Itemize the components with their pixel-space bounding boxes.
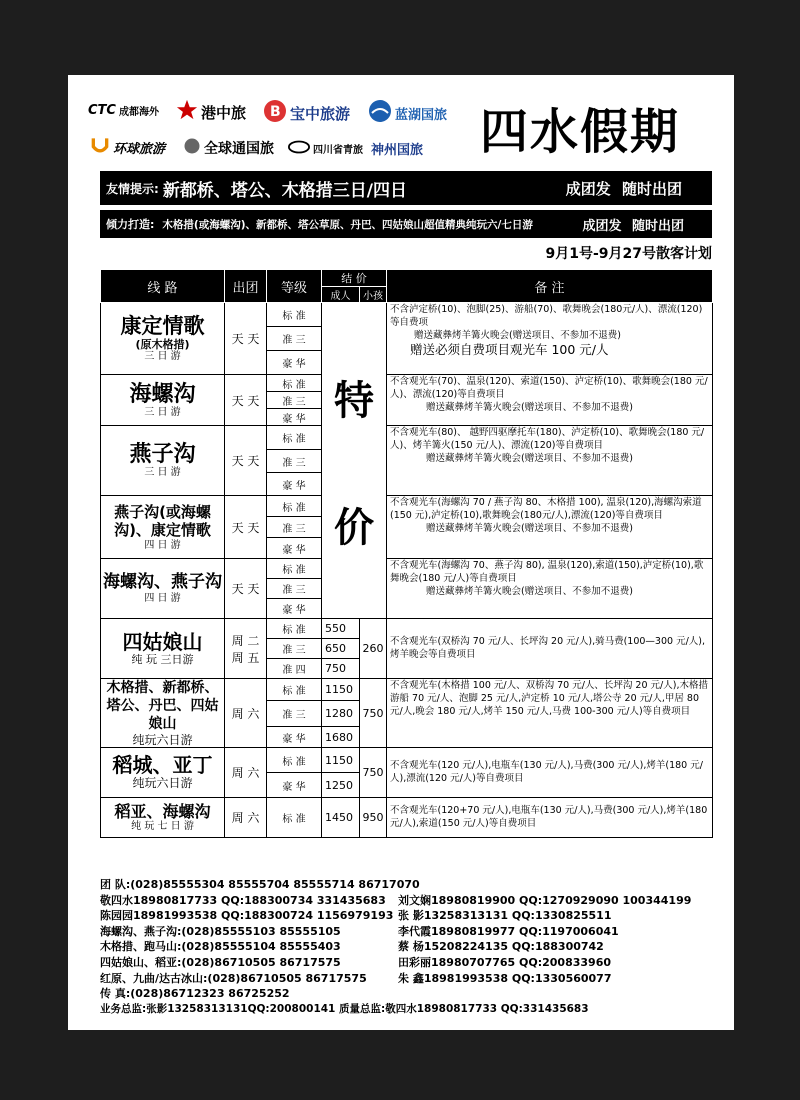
contact-right: 张 影13258313131 QQ:1330825511: [398, 909, 612, 923]
notes-cell: [387, 798, 713, 838]
depart-cell: 周 六: [225, 798, 267, 838]
level-cell: 标 准: [267, 303, 322, 327]
route-duration: 纯 玩 七 日 游: [131, 821, 194, 833]
note-highlight-line: 赠送必须自费项目观光车 100 元/人: [410, 342, 609, 358]
adult-price-cell: 1280: [322, 701, 360, 726]
level-cell: 准 三: [267, 327, 322, 351]
level-cell: 标 准: [267, 679, 322, 701]
route-cell: [101, 426, 225, 496]
level-cell: 豪 华: [267, 409, 322, 426]
notes-cell: [387, 619, 713, 679]
header-level: 等级: [267, 270, 322, 303]
special-char-te: 特: [334, 377, 374, 424]
child-price-cell: 260: [360, 619, 387, 679]
route-duration: 三 日 游: [144, 406, 181, 418]
tip-right-text: 成团发 随时出团: [565, 179, 682, 198]
note-line: 不含泸定桥(10)、泡脚(25)、游船(70)、歌舞晚会(180元/人)、漂流(120)等自费项: [390, 304, 703, 328]
route-name: 康定情歌: [120, 314, 205, 339]
note-line: 不含观光车(70)、温泉(120)、索道(150)、泸定桥(10)、歌舞晚会(180 元/人)、漂流(120)等自费项目: [390, 376, 708, 400]
logo-text-sichuan-qinglv: 四川省青旅: [313, 145, 363, 156]
table-row: [101, 798, 713, 838]
level-cell: 准 三: [267, 639, 322, 659]
logo-text-baozhong: 宝中旅游: [290, 104, 351, 123]
feature-banner: [100, 210, 712, 238]
child-price-cell: 950: [360, 798, 387, 838]
table-row: [101, 679, 713, 701]
contact-row: [100, 877, 720, 893]
page-title: 四水假期: [480, 104, 681, 160]
route-name: 稻亚、海螺沟: [114, 801, 211, 821]
ctc-swoosh-icon: CTC: [88, 103, 116, 118]
depart-cell: 周 六: [225, 679, 267, 748]
note-gift-line: 赠送藏彝烤羊篝火晚会(赠送项目、不参加不退费): [426, 585, 633, 597]
contact-left: 木格措、跑马山:(028)85555104 85555403: [100, 940, 341, 954]
header-notes: 备 注: [387, 270, 713, 303]
contact-row: [100, 924, 720, 940]
route-cell: [101, 748, 225, 798]
contact-row: [100, 939, 720, 955]
note-line: 不含观光车(120 元/人),电瓶车(130 元/人),马费(300 元/人),烤羊(180 元/人),漂流(120 元/人)等自费项目: [390, 760, 703, 784]
note-line: 不含观光车(双桥沟 70 元/人、长坪沟 20 元/人),骑马费(100—300 元/人),烤羊晚会等自费项目: [390, 635, 706, 660]
globe-icon: [183, 137, 201, 159]
notes-cell: [387, 426, 713, 496]
svg-text:B: B: [270, 104, 281, 120]
route-name: 燕子沟(或海螺沟)、康定情歌: [114, 502, 211, 540]
logo-text-huanqiu: 环球旅游: [113, 141, 166, 157]
header-child: 小孩: [360, 287, 387, 303]
header-route: 线 路: [101, 270, 225, 303]
contact-row: [100, 971, 720, 987]
level-cell: 准 三: [267, 579, 322, 599]
baozhong-b-icon: [263, 99, 287, 127]
route-cell: [101, 303, 225, 375]
contact-left: 敬四水18980817733 QQ:188300734 331435683: [100, 893, 386, 907]
table-row: [101, 559, 713, 579]
level-cell: 准 三: [267, 450, 322, 473]
level-cell: 标 准: [267, 426, 322, 450]
level-cell: 豪 华: [267, 599, 322, 619]
level-cell: 准 三: [267, 701, 322, 726]
route-name: 海螺沟、燕子沟: [103, 571, 222, 592]
route-duration: 纯 玩 三日游: [131, 652, 194, 666]
contact-row: [100, 893, 720, 909]
notes-cell: [387, 496, 713, 559]
cts-logo: [176, 99, 246, 125]
notes-cell: [387, 559, 713, 619]
note-gift-line: 赠送藏彝烤羊篝火晚会(赠送项目、不参加不退费): [426, 401, 633, 413]
depart-cell: 周 六: [225, 748, 267, 798]
contact-right: 朱 鑫18981993538 QQ:1330560077: [398, 971, 612, 985]
lanhu-circle-icon: [368, 99, 392, 127]
feature-right-text: 成团发 随时出团: [582, 218, 684, 234]
notes-cell: [387, 375, 713, 426]
flyer-page: [68, 75, 734, 1030]
level-cell: 豪 华: [267, 473, 322, 496]
level-cell: 标 准: [267, 619, 322, 639]
route-cell: [101, 496, 225, 559]
contact-right: 刘文娴18980819900 QQ:1270929090 100344199: [398, 893, 692, 907]
depart-cell: 天 天: [225, 559, 267, 619]
contact-right: 李代霞18980819977 QQ:1197006041: [398, 924, 619, 938]
contact-right: 田彩丽18980707765 QQ:200833960: [398, 955, 612, 969]
table-row: [101, 375, 713, 392]
route-duration: 三 日 游: [144, 467, 181, 479]
header-adult: 成人: [322, 287, 360, 303]
contact-left: 陈园园18981993538 QQ:188300724 1156979193: [100, 909, 394, 923]
contact-right: 蔡 杨15208224135 QQ:188300742: [398, 940, 604, 954]
note-line: 不含观光车(120+70 元/人),电瓶车(130 元/人),马费(300 元/人),烤羊(180 元/人),索道(150 元/人)等自费项目: [390, 805, 708, 829]
depart-cell: 天 天: [225, 303, 267, 375]
note-line: 不含观光车(木格措 100 元/人、双桥沟 70 元/人、长坪沟 20 元/人),木格措游船 70 元/人、泡脚 25 元/人,泸定桥 10 元/人,塔公寺 20 元/人,甲居 80 元/人,晚会 180 元/人,烤羊 150 元/人,马费 100-300 元/人)等自费项目: [390, 680, 708, 717]
adult-price-cell: 550: [322, 619, 360, 639]
contact-footer-text: 业务总监:张影13258313131QQ:200800141 质量总监:敬四水18980817733 QQ:331435683: [100, 1002, 589, 1015]
level-cell: 豪 华: [267, 351, 322, 375]
level-cell: 豪 华: [267, 773, 322, 798]
contact-left: 红原、九曲/达古冰山:(028)86710505 86717575: [100, 971, 367, 985]
depart-cell: 周 二 周 五: [225, 619, 267, 679]
contact-footer: [100, 1002, 720, 1018]
level-cell: 标 准: [267, 798, 322, 838]
route-name: 木格措、新都桥、塔公、丹巴、四姑娘山: [106, 680, 219, 733]
tour-price-table: [100, 269, 713, 838]
route-cell: [101, 559, 225, 619]
header-depart: 出团: [225, 270, 267, 303]
tip-banner: [100, 171, 712, 205]
adult-price-cell: 1150: [322, 748, 360, 773]
adult-price-cell: 650: [322, 639, 360, 659]
baozhong-logo: [263, 99, 350, 127]
route-name: 海螺沟: [129, 381, 196, 407]
schedule-heading: 9月1号-9月27号散客计划: [545, 246, 712, 262]
adult-price-cell: 1450: [322, 798, 360, 838]
route-duration: 四 日 游: [144, 592, 181, 604]
qinglv-oval-icon: [288, 139, 310, 158]
table-row: [101, 496, 713, 517]
table-row: [101, 426, 713, 450]
note-gift-line: 赠送藏彝烤羊篝火晚会(赠送项目、不参加不退费): [426, 522, 633, 534]
contact-left: 传 真:(028)86712323 86725252: [100, 987, 290, 1001]
route-cell: [101, 679, 225, 748]
sichuan-qinglv-logo: [288, 139, 423, 158]
tip-main-text: 新都桥、塔公、木格措三日/四日: [162, 180, 408, 201]
child-price-cell: 750: [360, 679, 387, 748]
route-cell: [101, 619, 225, 679]
huanqiu-u-icon: [90, 135, 110, 159]
route-duration: 纯玩六日游: [132, 732, 193, 747]
level-cell: 准 三: [267, 517, 322, 538]
route-duration: 四 日 游: [144, 540, 181, 551]
depart-cell: 天 天: [225, 496, 267, 559]
notes-cell: [387, 303, 713, 375]
level-cell: 标 准: [267, 496, 322, 517]
level-cell: 标 准: [267, 375, 322, 392]
contact-row: [100, 986, 720, 1002]
logo-text-gangzhonglv: 港中旅: [201, 103, 247, 122]
contact-row: [100, 908, 720, 924]
contact-list: [100, 877, 720, 1017]
quanqiutong-logo: [183, 137, 274, 159]
level-cell: 准 三: [267, 392, 322, 409]
adult-price-cell: 750: [322, 659, 360, 679]
level-cell: 豪 华: [267, 726, 322, 747]
level-cell: 准 四: [267, 659, 322, 679]
logo-text-chengdu-haiwai: 成都海外: [118, 107, 159, 118]
contact-left: 海螺沟、燕子沟:(028)85555103 85555105: [100, 924, 341, 938]
table-row: [101, 619, 713, 639]
header-price: 结 价: [322, 270, 387, 287]
level-cell: 豪 华: [267, 538, 322, 559]
lanhu-logo: [368, 99, 447, 127]
tip-label: 友情提示:: [106, 181, 159, 196]
route-cell: [101, 375, 225, 426]
logo-text-lanhu: 蓝湖国旅: [395, 107, 448, 123]
special-char-jia: 价: [334, 504, 374, 551]
route-name: 燕子沟: [129, 442, 196, 468]
partner-logos: [88, 97, 528, 163]
contact-row: [100, 955, 720, 971]
adult-price-cell: 1150: [322, 679, 360, 701]
note-line: 不含观光车(80)、 越野四驱摩托车(180)、泸定桥(10)、歌舞晚会(180 元/人)、烤羊篝火(150 元/人)、漂流(120)等自费项目: [390, 427, 705, 451]
contact-left: 团 队:(028)85555304 85555704 85555714 86717070: [100, 878, 420, 891]
feature-label: 倾力打造:: [106, 218, 155, 231]
level-cell: 标 准: [267, 748, 322, 773]
note-line: 不含观光车(海螺沟 70 / 燕子沟 80、木格措 100), 温泉(120),海螺沟索道(150 元),泸定桥(10),歌舞晚会(180元/人),漂流(120)等自费项目: [390, 497, 702, 521]
special-price-cell: [322, 303, 387, 619]
table-row: [101, 303, 713, 327]
route-alt-name: (原木格措): [135, 337, 190, 351]
adult-price-cell: 1680: [322, 726, 360, 747]
huanqiu-logo: [90, 135, 165, 159]
child-price-cell: 750: [360, 748, 387, 798]
feature-main-text: 木格措(或海螺沟)、新都桥、塔公草原、丹巴、四姑娘山超值精典纯玩六/七日游: [162, 218, 533, 231]
note-gift-line: 赠送藏彝烤羊篝火晚会(赠送项目、不参加不退费): [414, 329, 621, 341]
note-line: 不含观光车(海螺沟 70、燕子沟 80), 温泉(120),索道(150),泸定桥(10),歌舞晚会(180 元/人)等自费项目: [390, 560, 704, 584]
chengdu-overseas-logo: [88, 103, 159, 118]
route-name: 四姑娘山: [122, 629, 203, 654]
route-duration: 纯玩六日游: [132, 776, 193, 791]
depart-cell: 天 天: [225, 426, 267, 496]
table-row: [101, 748, 713, 773]
route-cell: [101, 798, 225, 838]
level-cell: 标 准: [267, 559, 322, 579]
notes-cell: [387, 679, 713, 748]
logo-text-shenzhou: 神州国旅: [371, 143, 424, 158]
star-icon: [176, 99, 198, 125]
notes-cell: [387, 748, 713, 798]
note-gift-line: 赠送藏彝烤羊篝火晚会(赠送项目、不参加不退费): [426, 452, 633, 464]
adult-price-cell: 1250: [322, 773, 360, 798]
contact-left: 四姑娘山、稻亚:(028)86710505 86717575: [100, 955, 341, 969]
route-name: 稻城、亚丁: [112, 753, 213, 778]
route-duration: 三 日 游: [144, 351, 181, 363]
logo-text-quanqiutong: 全球通国旅: [204, 141, 274, 157]
depart-cell: 天 天: [225, 375, 267, 426]
